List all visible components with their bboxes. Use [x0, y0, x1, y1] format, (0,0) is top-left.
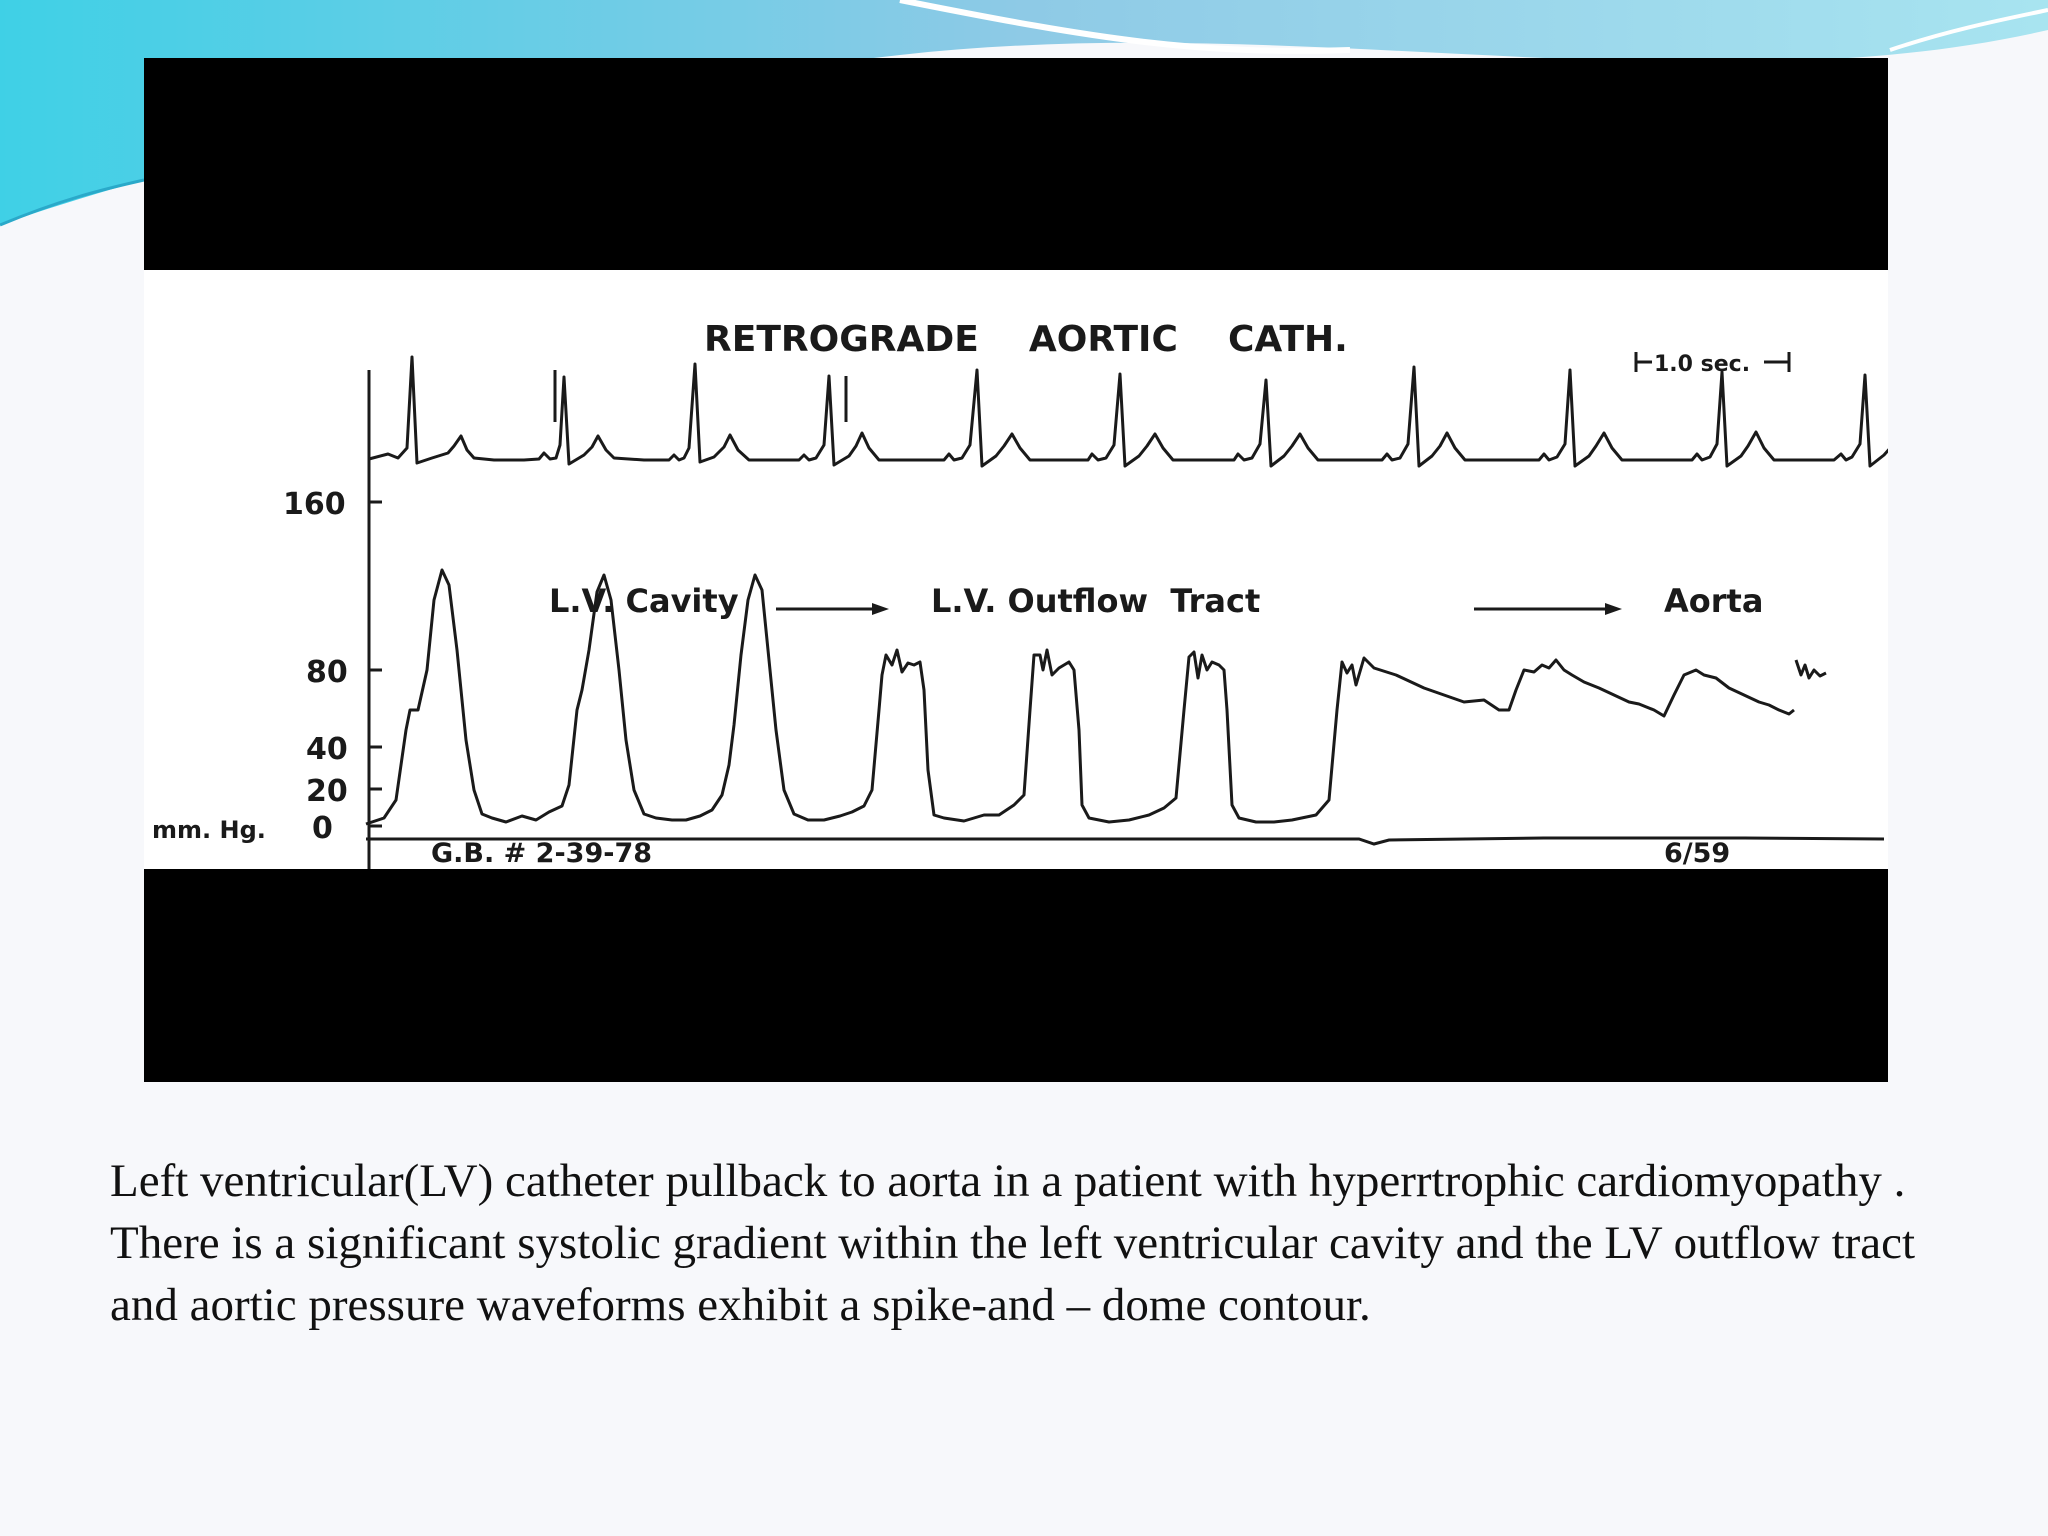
pressure-tracing	[144, 270, 1888, 869]
y-axis	[369, 370, 382, 869]
arrow-to-aorta	[1474, 603, 1622, 615]
label-lv-cavity: L.V. Cavity	[549, 582, 739, 620]
y-tick-20: 20	[306, 774, 348, 809]
arrow-to-outflow	[776, 603, 889, 615]
figure-title: RETROGRADE AORTIC CATH.	[704, 319, 1348, 360]
label-lv-outflow: L.V. Outflow Tract	[931, 582, 1261, 620]
y-tick-160: 160	[283, 487, 346, 522]
footer-right-label: 6/59	[1664, 838, 1731, 869]
y-unit-label: mm. Hg.	[152, 816, 266, 844]
black-band-bottom	[144, 869, 1888, 1082]
y-tick-80: 80	[306, 655, 348, 690]
label-aorta: Aorta	[1664, 582, 1764, 620]
black-band-top	[144, 58, 1888, 270]
time-scale-label: 1.0 sec.	[1654, 352, 1751, 377]
catheter-pressure-figure	[144, 58, 1888, 1082]
footer-left-label: G.B. # 2-39-78	[431, 838, 653, 869]
y-tick-40: 40	[306, 732, 348, 767]
y-tick-0: 0	[312, 811, 333, 846]
caption-text: Left ventricular(LV) catheter pullback to aorta in a patient with hyperrtrophic cardiomyopathy . There is a significant systolic gradient within the left ventricular cavity and the LV outflow tract and aortic pressure waveforms exhibit a spike-and – dome contour.	[110, 1155, 1916, 1331]
